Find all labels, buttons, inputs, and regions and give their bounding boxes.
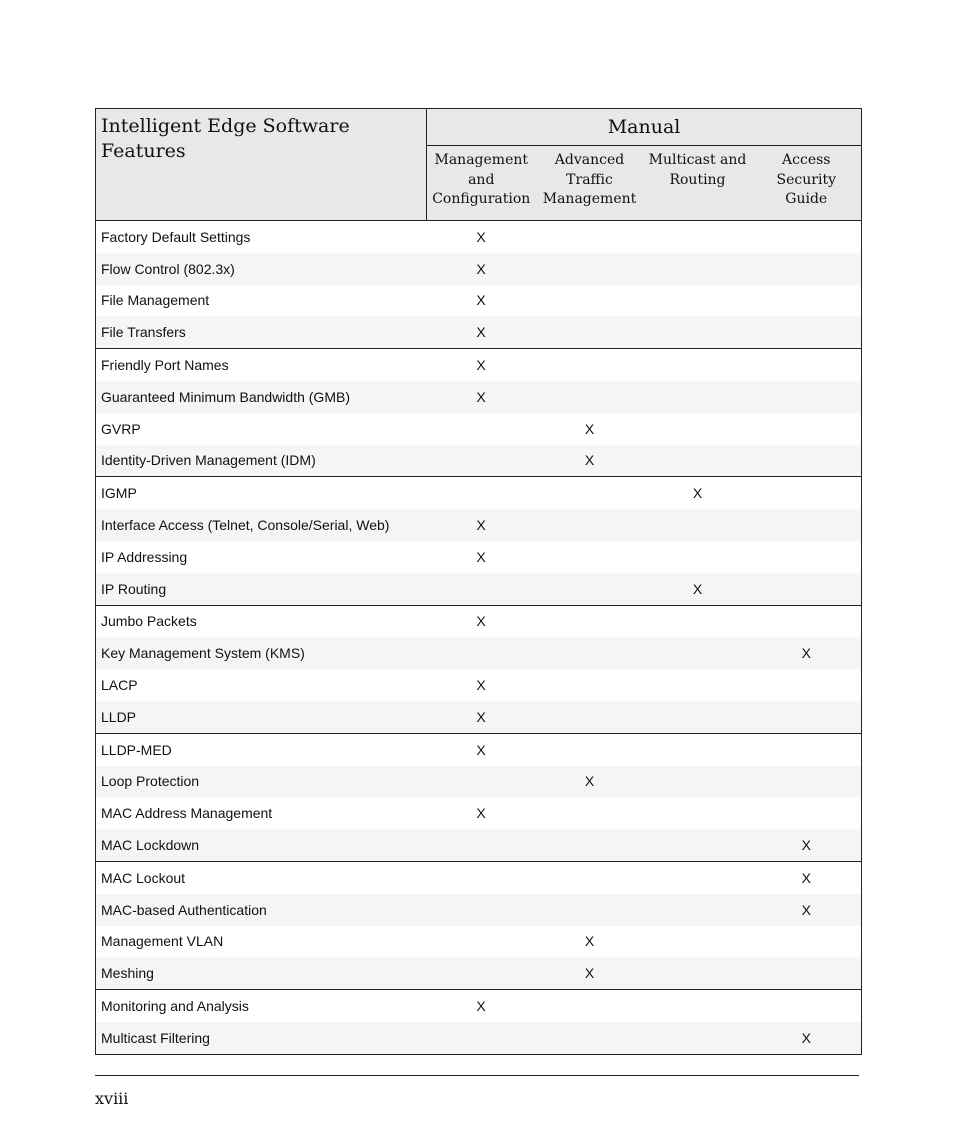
manual-mark: X bbox=[476, 292, 486, 309]
feature-name: Interface Access (Telnet, Console/Serial, Web) bbox=[96, 509, 427, 541]
manual-mark bbox=[644, 316, 752, 348]
manual-mark: X bbox=[752, 894, 862, 926]
manual-mark: X bbox=[427, 733, 536, 765]
manual-mark: X bbox=[476, 548, 486, 565]
manual-mark bbox=[752, 253, 862, 285]
manual-mark bbox=[644, 669, 752, 701]
feature-name: LLDP bbox=[96, 701, 427, 733]
manual-mark: X bbox=[536, 766, 644, 798]
manual-mark: X bbox=[427, 349, 536, 381]
manual-mark bbox=[752, 445, 862, 477]
manual-mark bbox=[644, 829, 752, 861]
feature-name: IP Routing bbox=[96, 573, 427, 605]
manual-name-line: Configuration bbox=[432, 191, 531, 207]
manual-name-line: Guide bbox=[785, 191, 828, 207]
feature-name: MAC Lockdown bbox=[96, 829, 427, 861]
manual-name-line: and bbox=[468, 171, 495, 188]
manual-mark bbox=[644, 221, 752, 253]
table-row bbox=[96, 285, 862, 317]
table-row bbox=[96, 381, 862, 413]
manual-mark bbox=[536, 316, 644, 348]
manual-mark bbox=[644, 637, 752, 669]
manual-mark bbox=[752, 766, 862, 798]
manual-mark: X bbox=[427, 381, 536, 413]
manual-mark bbox=[536, 797, 644, 829]
feature-name: Loop Protection bbox=[96, 766, 427, 798]
feature-name: Key Management System (KMS) bbox=[96, 637, 427, 669]
table-row bbox=[96, 445, 862, 477]
manual-mark bbox=[644, 894, 752, 926]
feature-name: File Transfers bbox=[96, 316, 427, 348]
manual-mark bbox=[752, 349, 862, 381]
manual-mark bbox=[536, 1022, 644, 1054]
manual-mark: X bbox=[752, 1022, 862, 1054]
feature-name: IGMP bbox=[96, 477, 427, 509]
manual-mark: X bbox=[476, 677, 486, 694]
feature-name: Meshing bbox=[96, 957, 427, 989]
manual-mark bbox=[644, 861, 752, 893]
manual-mark bbox=[752, 733, 862, 765]
manual-mark bbox=[644, 605, 752, 637]
manual-name-header bbox=[536, 146, 644, 221]
feature-name: IP Addressing bbox=[101, 548, 188, 565]
feature-name: Guaranteed Minimum Bandwidth (GMB) bbox=[96, 381, 427, 413]
feature-name: Factory Default Settings bbox=[101, 228, 251, 245]
manual-mark bbox=[752, 957, 862, 989]
manual-mark bbox=[752, 221, 862, 253]
manual-mark bbox=[536, 381, 644, 413]
manual-mark bbox=[427, 957, 536, 989]
manual-name-line: Traffic bbox=[566, 171, 613, 188]
table-row bbox=[96, 990, 862, 1022]
manual-mark: X bbox=[427, 316, 536, 348]
table-row bbox=[96, 1022, 862, 1054]
feature-name: GVRP bbox=[101, 420, 141, 437]
table-row bbox=[96, 894, 862, 926]
feature-name: MAC Address Management bbox=[101, 805, 273, 822]
feature-name: MAC Lockout bbox=[96, 861, 427, 893]
manual-mark bbox=[752, 509, 862, 541]
manual-name-header bbox=[427, 146, 536, 221]
manual-mark bbox=[427, 861, 536, 893]
table-row bbox=[96, 253, 862, 285]
manual-mark: X bbox=[476, 805, 486, 822]
manual-mark bbox=[752, 669, 862, 701]
table-row bbox=[96, 733, 862, 765]
manual-mark bbox=[752, 316, 862, 348]
manual-mark: X bbox=[584, 933, 595, 950]
manual-mark: X bbox=[752, 829, 862, 861]
table-row bbox=[96, 316, 862, 348]
manual-mark: X bbox=[536, 957, 644, 989]
manual-name-line: Advanced bbox=[554, 152, 625, 168]
feature-name: LACP bbox=[101, 677, 138, 694]
feature-name: Jumbo Packets bbox=[96, 605, 427, 637]
table-row bbox=[96, 829, 862, 861]
manual-mark bbox=[644, 926, 752, 958]
manual-mark bbox=[536, 477, 644, 509]
manual-mark: X bbox=[427, 509, 536, 541]
manual-mark bbox=[536, 990, 644, 1022]
manual-mark bbox=[427, 445, 536, 477]
manual-mark bbox=[427, 477, 536, 509]
manual-mark bbox=[427, 573, 536, 605]
manual-mark: X bbox=[427, 990, 536, 1022]
manual-name-header bbox=[644, 146, 752, 221]
table-row bbox=[96, 573, 862, 605]
manual-name-line: Management bbox=[434, 152, 528, 168]
feature-name: LLDP-MED bbox=[96, 733, 427, 765]
manual-mark: X bbox=[427, 701, 536, 733]
manual-mark bbox=[644, 349, 752, 381]
manual-mark bbox=[536, 573, 644, 605]
manual-mark: X bbox=[752, 637, 862, 669]
table-row bbox=[96, 669, 862, 701]
manual-mark bbox=[427, 637, 536, 669]
manual-mark bbox=[752, 541, 862, 573]
table-row bbox=[96, 221, 862, 253]
manual-name-header bbox=[752, 146, 862, 221]
manual-mark bbox=[536, 829, 644, 861]
manual-mark bbox=[752, 605, 862, 637]
manual-mark bbox=[644, 413, 752, 445]
manual-mark: X bbox=[644, 573, 752, 605]
manual-mark bbox=[752, 285, 862, 317]
manual-mark: X bbox=[476, 228, 486, 245]
manual-mark: X bbox=[644, 477, 752, 509]
manual-mark bbox=[752, 413, 862, 445]
manual-mark bbox=[644, 957, 752, 989]
feature-manual-table bbox=[95, 108, 862, 1055]
manual-mark bbox=[752, 477, 862, 509]
manual-mark bbox=[644, 1022, 752, 1054]
manual-mark bbox=[644, 733, 752, 765]
manual-mark bbox=[752, 926, 862, 958]
manual-mark bbox=[536, 349, 644, 381]
table-row bbox=[96, 605, 862, 637]
manual-name-line: Security bbox=[776, 171, 836, 188]
manual-mark bbox=[536, 637, 644, 669]
manual-mark bbox=[536, 894, 644, 926]
feature-name: Multicast Filtering bbox=[96, 1022, 427, 1054]
manual-mark bbox=[427, 926, 536, 958]
manual-mark bbox=[536, 509, 644, 541]
feature-name: MAC-based Authentication bbox=[96, 894, 427, 926]
manual-mark bbox=[536, 605, 644, 637]
table-row bbox=[96, 509, 862, 541]
manual-mark bbox=[427, 413, 536, 445]
manual-mark bbox=[752, 797, 862, 829]
manual-mark bbox=[644, 797, 752, 829]
table-row bbox=[96, 413, 862, 445]
manual-mark bbox=[427, 829, 536, 861]
table-row bbox=[96, 926, 862, 958]
manual-mark bbox=[644, 253, 752, 285]
manual-name-line: Access bbox=[782, 152, 831, 168]
manual-mark: X bbox=[536, 445, 644, 477]
manual-mark bbox=[536, 733, 644, 765]
manual-mark bbox=[536, 253, 644, 285]
manual-mark bbox=[644, 509, 752, 541]
manual-mark bbox=[644, 445, 752, 477]
table-row bbox=[96, 797, 862, 829]
table-row bbox=[96, 541, 862, 573]
table-row bbox=[96, 637, 862, 669]
manual-mark bbox=[752, 990, 862, 1022]
manual-mark bbox=[536, 669, 644, 701]
table-row bbox=[96, 349, 862, 381]
footer-rule bbox=[95, 1075, 859, 1076]
manual-mark bbox=[536, 221, 644, 253]
manual-mark bbox=[752, 701, 862, 733]
table-row bbox=[96, 477, 862, 509]
manual-mark bbox=[427, 766, 536, 798]
feature-name: Management VLAN bbox=[101, 933, 224, 950]
table-row bbox=[96, 766, 862, 798]
manual-name-line: Management bbox=[542, 191, 637, 207]
manual-mark bbox=[644, 285, 752, 317]
manual-mark bbox=[752, 381, 862, 413]
page-number: xviii bbox=[95, 1089, 129, 1108]
manual-mark bbox=[644, 541, 752, 573]
manual-mark bbox=[427, 894, 536, 926]
feature-name: Friendly Port Names bbox=[96, 349, 427, 381]
manual-mark bbox=[644, 766, 752, 798]
manual-name-line: Routing bbox=[669, 171, 726, 188]
feature-column-header: Intelligent Edge Software Features bbox=[96, 109, 427, 221]
manual-name-line: Multicast and bbox=[648, 152, 747, 168]
manual-mark bbox=[536, 701, 644, 733]
manual-mark: X bbox=[584, 420, 595, 437]
manual-mark bbox=[536, 285, 644, 317]
manual-mark bbox=[427, 1022, 536, 1054]
table-row bbox=[96, 701, 862, 733]
manual-mark: X bbox=[427, 253, 536, 285]
manual-column-header: Manual bbox=[427, 109, 862, 146]
feature-name: Identity-Driven Management (IDM) bbox=[96, 445, 427, 477]
table-row bbox=[96, 861, 862, 893]
table-row bbox=[96, 957, 862, 989]
manual-mark bbox=[752, 573, 862, 605]
manual-mark bbox=[536, 541, 644, 573]
manual-mark bbox=[644, 381, 752, 413]
feature-name: Monitoring and Analysis bbox=[96, 990, 427, 1022]
manual-mark bbox=[644, 701, 752, 733]
feature-name: Flow Control (802.3x) bbox=[96, 253, 427, 285]
manual-mark bbox=[644, 990, 752, 1022]
manual-mark: X bbox=[752, 861, 862, 893]
feature-name: File Management bbox=[101, 292, 210, 309]
manual-mark: X bbox=[427, 605, 536, 637]
manual-mark bbox=[536, 861, 644, 893]
